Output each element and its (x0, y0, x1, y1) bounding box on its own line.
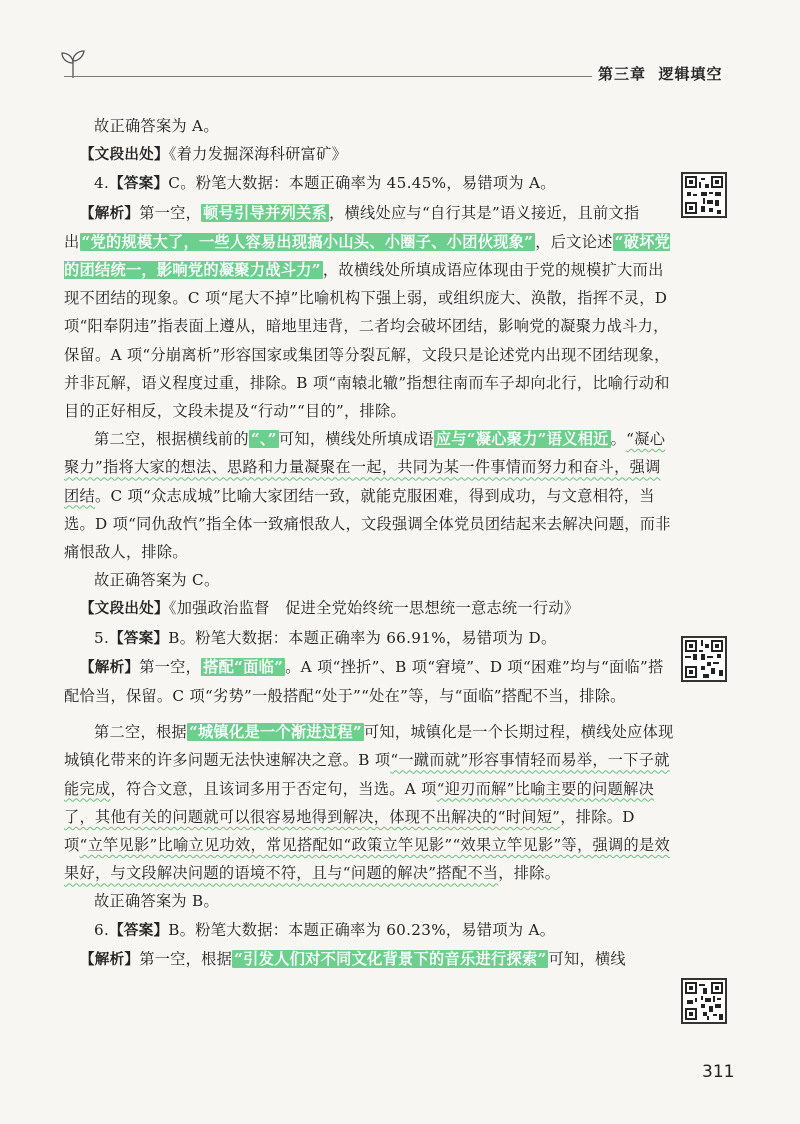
analysis-text: 第一空， (139, 657, 202, 676)
highlight: 顿号引导并列关系 (203, 203, 328, 222)
page-header (0, 0, 800, 100)
source-tag: 【文段出处】 (80, 147, 169, 164)
analysis-text: 可知，横线处所填成语 (278, 430, 434, 449)
analysis-text: 第二空，根据横线前的 (94, 430, 249, 449)
analysis-text: 第二空，根据 (94, 723, 187, 742)
answer-line: 故正确答案为 A。 (94, 117, 219, 135)
question-number: 5. (94, 628, 110, 647)
analysis-text: ，故横线处所填成语应体现由于党的规模扩大而出现不团结的现象。C 项“尾大不掉”比喻机构下强上弱，或组织庞大、涣散，指挥不灵，D 项“阳奉阴违”指表面上遵从，暗地里违背，二者均会破坏团结，影响党的凝聚力战斗力，保留。A 项“分崩离析”形容国家或集团等分裂瓦解，文段只是论述党内出现不团结现象，并非瓦解，语义程度过重，排除。B 项“南辕北辙”指想往南而车子却向北行，比喻行动和目的正好相反，文段未提及“行动”“目的”，排除。 (64, 261, 670, 421)
highlight: “城镇化是一个渐进过程” (188, 723, 362, 742)
highlight: “破坏党的团结统一，影响党的凝聚力战斗力” (64, 232, 671, 280)
source-text: 《着力发掘深海科研富矿》 (168, 145, 348, 164)
analysis-text: ，排除。 (498, 864, 561, 883)
question-4-answer (64, 169, 674, 198)
question-6-answer (64, 916, 674, 945)
wavy-underline: “一蹴而就”形容事情轻而易举，一下子就能完成 (64, 751, 670, 798)
answer-tag: 【答案】 (109, 630, 169, 647)
highlight: 搭配“面临” (203, 657, 284, 676)
analysis-text: ，后文论述 (535, 232, 613, 251)
analysis-text: 。 (610, 430, 627, 449)
analysis-text: 。C 项“众志成城”比喻大家团结一致，就能克服困难，得到成功，与文意相符，当选。D 项“同仇敌忾”指全体一致痛恨敌人，文段强调全体党员团结起来去解决问题，而非痛恨敌人，排除。 (64, 486, 671, 562)
source-line (64, 594, 674, 623)
highlight: 应与“凝心聚力”语义相近 (435, 430, 609, 449)
analysis-text: ，符合文意，且该词多用于否定句，当选。A 项 (110, 779, 437, 798)
page-number: 311 (702, 1062, 735, 1082)
source-tag: 【文段出处】 (80, 601, 169, 618)
question-6-analysis (64, 945, 674, 974)
question-4-second-blank (64, 425, 674, 566)
answer-text: C。粉笔大数据：本题正确率为 45.45%，易错项为 A。 (168, 174, 556, 193)
analysis-tag: 【解析】 (80, 659, 140, 676)
chapter-number: 第三章 (598, 65, 647, 83)
wavy-underline: “立竿见影”比喻立见功效，常见搭配如“政策立竿见影”“效果立竿见影”等，强调的是效果好，与文段解决问题的语境不符，且与“问题的解决”搭配不当 (64, 836, 670, 883)
answer-text: B。粉笔大数据：本题正确率为 60.23%，易错项为 A。 (168, 920, 556, 939)
question-5-second-blank (64, 718, 674, 887)
analysis-text: 可知，横线 (548, 949, 626, 968)
qr-code-icon[interactable] (681, 978, 727, 1024)
wavy-underline: “迎刃而解”比喻主要的问题解决了，其他有关的问题就可以很容易地得到解决，体现不出解决的“时间短” (64, 779, 655, 826)
analysis-text: ，横线处应与“自行其是”语义接近，且前文指出 (64, 203, 640, 251)
analysis-text: ，排除。D 项 (64, 807, 635, 855)
analysis-text: 第一空， (139, 203, 202, 222)
chapter-heading (598, 63, 722, 84)
highlight: “引发人们对不同文化背景下的音乐进行探索” (234, 949, 547, 968)
chapter-title: 逻辑填空 (658, 65, 723, 83)
question-number: 4. (94, 174, 110, 193)
analysis-tag: 【解析】 (80, 205, 140, 222)
highlight: “、” (250, 430, 277, 449)
question-4-analysis (64, 199, 674, 426)
source-text: 《加强政治监督 促进全党始终统一思想统一意志统一行动》 (168, 599, 580, 618)
question-5-analysis (64, 653, 674, 710)
qr-code-icon[interactable] (681, 636, 727, 682)
page-body (64, 112, 674, 974)
analysis-text: 。A 项“挫折”、B 项“窘境”、D 项“困难”均与“面临”搭配恰当，保留。C 项“劣势”一般搭配“处于”“处在”等，与“面临”搭配不当，排除。 (64, 657, 664, 706)
analysis-text: 可知，城镇化是一个长期过程，横线处应体现城镇化带来的许多问题无法快速解决之意。B 项 (64, 723, 674, 770)
highlight: “党的规模大了，一些人容易出现搞小山头、小圈子、小团伙现象” (81, 232, 534, 251)
header-rule (64, 76, 592, 77)
analysis-tag: 【解析】 (80, 951, 140, 968)
answer-text: B。粉笔大数据：本题正确率为 66.91%，易错项为 D。 (168, 628, 557, 647)
answer-tag: 【答案】 (109, 922, 169, 939)
question-number: 6. (94, 920, 110, 939)
answer-tag: 【答案】 (109, 176, 169, 193)
answer-line: 故正确答案为 C。 (94, 571, 220, 590)
qr-code-icon[interactable] (681, 172, 727, 218)
wavy-underline: “凝心聚力”指将大家的想法、思路和力量凝聚在一起，共同为某一件事情而努力和奋斗，强调团结 (64, 430, 666, 505)
answer-line: 故正确答案为 B。 (94, 892, 220, 911)
question-5-answer (64, 624, 674, 653)
source-line (64, 140, 674, 169)
analysis-text: 第一空，根据 (139, 949, 233, 968)
